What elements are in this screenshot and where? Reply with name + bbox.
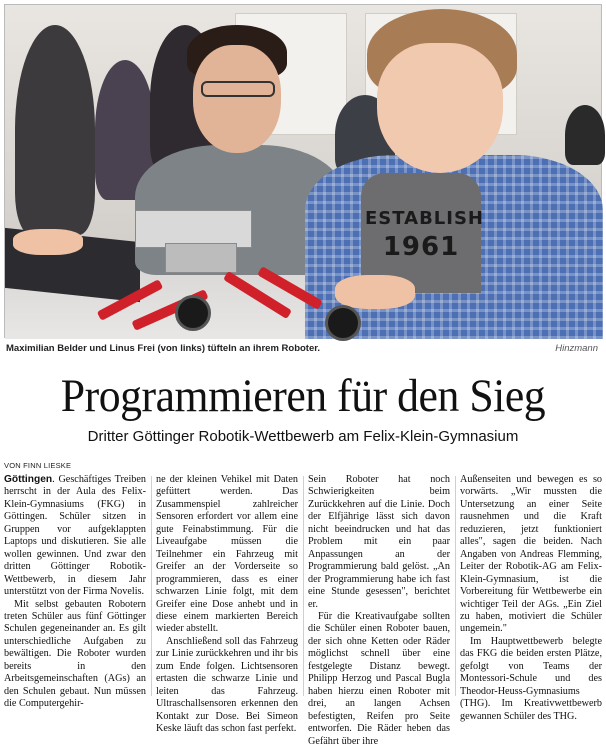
headline: Programmieren für den Sieg bbox=[60, 370, 546, 422]
paragraph: Anschließend soll das Fahrzeug zur Linie zurückkehren und ihr bis zum Ende folgen. Lichtsensoren ertasten die schwarze Linie und leiten das Fahrzeug. Ultraschallsensoren erkennen den Kontakt zur Dose. Bei Simeon Keske läuft das schon fast perfekt. bbox=[156, 635, 298, 735]
subheadline: Dritter Göttinger Robotik-Wettbewerb am Felix-Klein-Gymnasium bbox=[87, 428, 519, 445]
photo-credit: Hinzmann bbox=[555, 343, 598, 354]
paragraph: Außenseiten und bewegen es so vorwärts. „Wir mussten die Untersetzung an einer Seite rausnehmen und die Kraft reduzieren, jetzt funktioniert alles", sagen die beiden. Nach Angaben von Andreas Flemming, Leiter der Robotik-AG am Felix-Klein-Gymnasium, ist die Vorbereitung für Wettbewerbe ein wichtiger Teil der AGs. „Ein Ziel zu haben, motiviert die Schüler ungemein." bbox=[460, 474, 602, 635]
paragraph: Im Hauptwettbewerb belegte das FKG die beiden ersten Plätze, gefolgt von Teams der Montessori-Schule und des Theodor-Heuss-Gymnasiums (THG). Im Kreativwettbewerb gewannen Schüler des THG. bbox=[460, 635, 602, 722]
student-right-face bbox=[377, 43, 503, 173]
robot-wheel bbox=[325, 305, 361, 341]
tshirt-print-line: ESTABLISH bbox=[365, 208, 484, 229]
background-person bbox=[565, 105, 605, 165]
glasses bbox=[201, 81, 275, 97]
paragraph bbox=[4, 474, 146, 599]
tshirt-print-line: 1961 bbox=[382, 232, 460, 262]
article-column-4 bbox=[460, 474, 602, 722]
hand bbox=[335, 275, 415, 309]
paragraph-text: . Geschäftiges Treiben herrscht in der Aula des Felix-Klein-Gymnasiums (FKG) in Göttingen. Schüler sitzen in Gruppen vor aufgeklappten Laptops und diskutieren. Sie alle wollen gewinnen. Und zwar den dritten Göttinger Robotik-Wettbewerb, in diesem Jahr unterstützt von der Firma Novelis. bbox=[4, 474, 146, 598]
paragraph: ne der kleinen Vehikel mit Daten gefüttert werden. Das Zusammenspiel zahlreicher Sensoren erfordert vor allem eine gute Feinabstimmung. Für die Liveaufgabe müssen die Teilnehmer ein Fahrzeug mit Greifer an der Vorderseite so programmieren, dass es einer schwarzen Linie folgt, mit dem Greifer eine Dose anhebt und in diese einem markierten Bereich wieder abstellt. bbox=[156, 474, 298, 635]
dateline: Göttingen bbox=[4, 474, 53, 485]
photo-caption: Maximilian Belder und Linus Frei (von links) tüfteln an ihrem Roboter. bbox=[6, 343, 321, 354]
hand bbox=[13, 229, 83, 255]
tshirt-print bbox=[365, 205, 484, 262]
article-column-1 bbox=[4, 474, 146, 710]
background-person bbox=[15, 25, 95, 235]
robot-wheel bbox=[175, 295, 211, 331]
student-left-face bbox=[193, 45, 281, 153]
paragraph: Mit selbst gebauten Robotern treten Schüler aus fünf Göttinger Schulen gegeneinander an. Es gilt unterschiedliche Aufgaben zu bewältigen. Die Roboter wurden bereits in den Arbeitsgemeinschaften (AGs) an den Schulen gebaut. Nun müssen die Computergehir- bbox=[4, 598, 146, 710]
article-photo bbox=[4, 4, 602, 338]
article-body bbox=[4, 474, 602, 747]
article-column-2 bbox=[156, 474, 298, 735]
paragraph: Für die Kreativaufgabe sollten die Schüler einen Roboter bauen, der sich ohne Ketten oder Räder möglichst schnell über eine festgelegte Distanz bewegt. Philipp Herzog und Pascal Bugla haben hierzu einen Roboter mit drei, an langen Achsen befestigten, Reifen pro Seite entworfen. Die Räder heben das Gefährt über ihre bbox=[308, 610, 450, 747]
article-column-3 bbox=[308, 474, 450, 747]
robot-brick bbox=[165, 243, 237, 273]
paragraph: Sein Roboter hat noch Schwierigkeiten beim Zurückkehren auf die Linie. Doch der Elfjährige lässt sich davon nicht beeindrucken und hat das Problem mit ein paar Anpassungen an der Programmierung bald gelöst. „An der Programmierung habe ich fast eine Stunde gesessen", berichtet er. bbox=[308, 474, 450, 610]
byline: VON FINN LIESKE bbox=[4, 461, 72, 470]
